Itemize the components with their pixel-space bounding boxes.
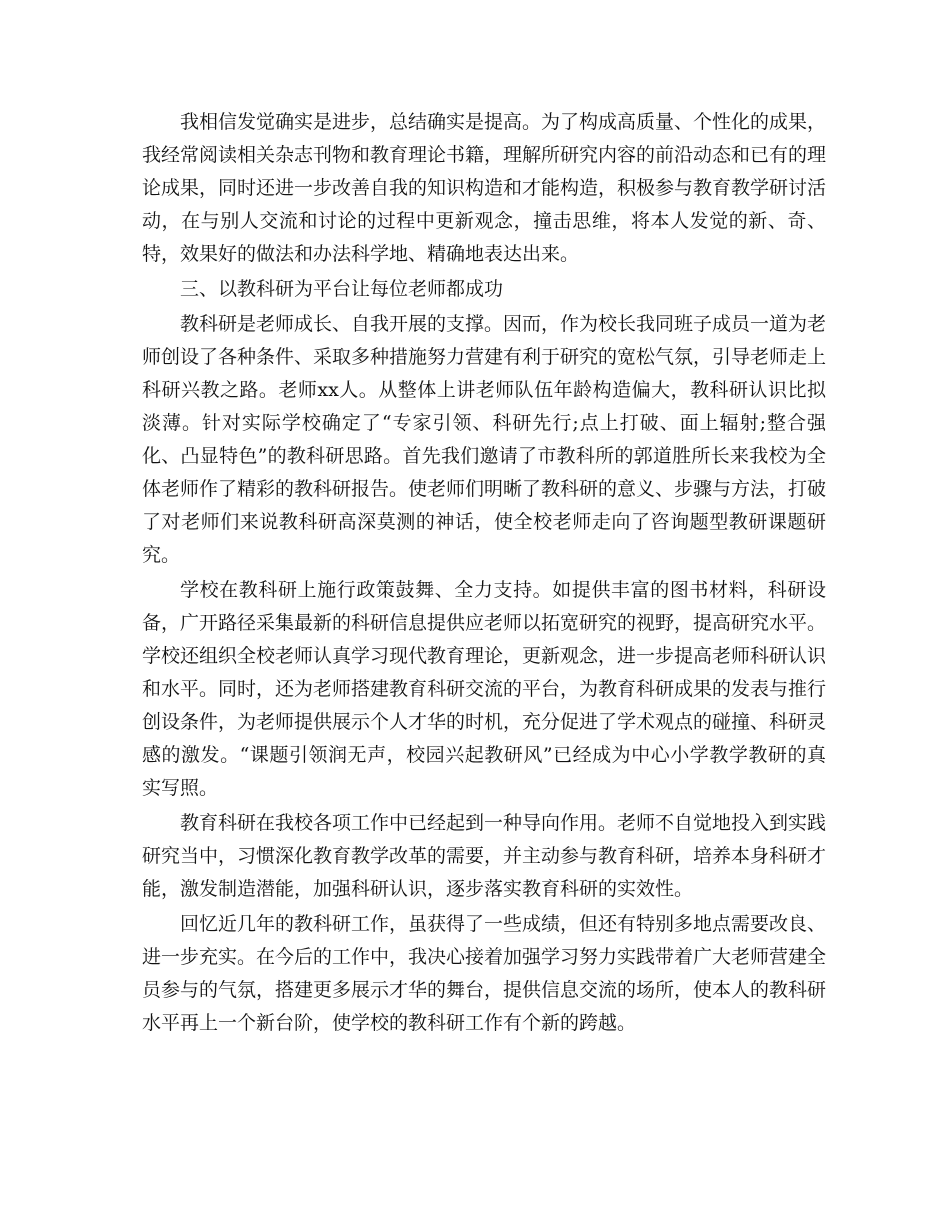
paragraph-future-outlook: 回忆近几年的教科研工作，虽获得了一些成绩，但还有特别多地点需要改良、进一步充实。在今后的工作中，我决心接着加强学习努力实践带着广大老师营建全员参与的气氛，搭建更多展示才华的舞台，提供信息交流的场所，使本人的教科研水平再上一个新台阶，使学校的教科研工作有个新的跨越。 — [142, 913, 827, 1034]
paragraph-research-guidance: 教育科研在我校各项工作中已经起到一种导向作用。老师不自觉地投入到实践研究当中，习惯深化教育教学改革的需要，并主动参与教育科研，培养本身科研才能，激发制造潜能，加强科研认识，逐步落实教育科研的实效性。 — [142, 812, 827, 900]
paragraph-policy-encouragement: 学校在教科研上施行政策鼓舞、全力支持。如提供丰富的图书材料，科研设备，广开路径采集最新的科研信息提供应老师以拓宽研究的视野，提高研究水平。学校还组织全校老师认真学习现代教育理论，更新观念，进一步提高老师科研认识和水平。同时，还为老师搭建教育科研交流的平台，为教育科研成果的发表与推行创设条件，为老师提供展示个人才华的时机，充分促进了学术观点的碰撞、科研灵感的激发。“课题引领润无声，校园兴起教研风”已经成为中心小学教学教研的真实写照。 — [142, 579, 827, 799]
paragraph-research-support: 教科研是老师成长、自我开展的支撑。因而，作为校长我同班子成员一道为老师创设了各种条件、采取多种措施努力营建有利于研究的宽松气氛，引导老师走上科研兴教之路。老师xx人。从整体上讲老师队伍年龄构造偏大，教科研认识比拟淡薄。针对实际学校确定了“专家引领、科研先行;点上打破、面上辐射;整合强化、凸显特色”的教科研思路。首先我们邀请了市教科所的郭道胜所长来我校为全体老师作了精彩的教科研报告。使老师们明晰了教科研的意义、步骤与方法，打破了对老师们来说教科研高深莫测的神话，使全校老师走向了咨询题型教研课题研究。 — [142, 313, 827, 566]
document-page — [142, 106, 826, 1042]
section-heading-three: 三、以教科研为平台让每位老师都成功 — [180, 278, 504, 300]
paragraph-summary-reflection: 我相信发觉确实是进步，总结确实是提高。为了构成高质量、个性化的成果，我经常阅读相关杂志刊物和教育理论书籍，理解所研究内容的前沿动态和已有的理论成果，同时还进一步改善自我的知识构造和才能构造，积极参与教育教学研讨活动，在与别人交流和讨论的过程中更新观念，撞击思维，将本人发觉的新、奇、特，效果好的做法和办法科学地、精确地表达出来。 — [142, 111, 827, 265]
